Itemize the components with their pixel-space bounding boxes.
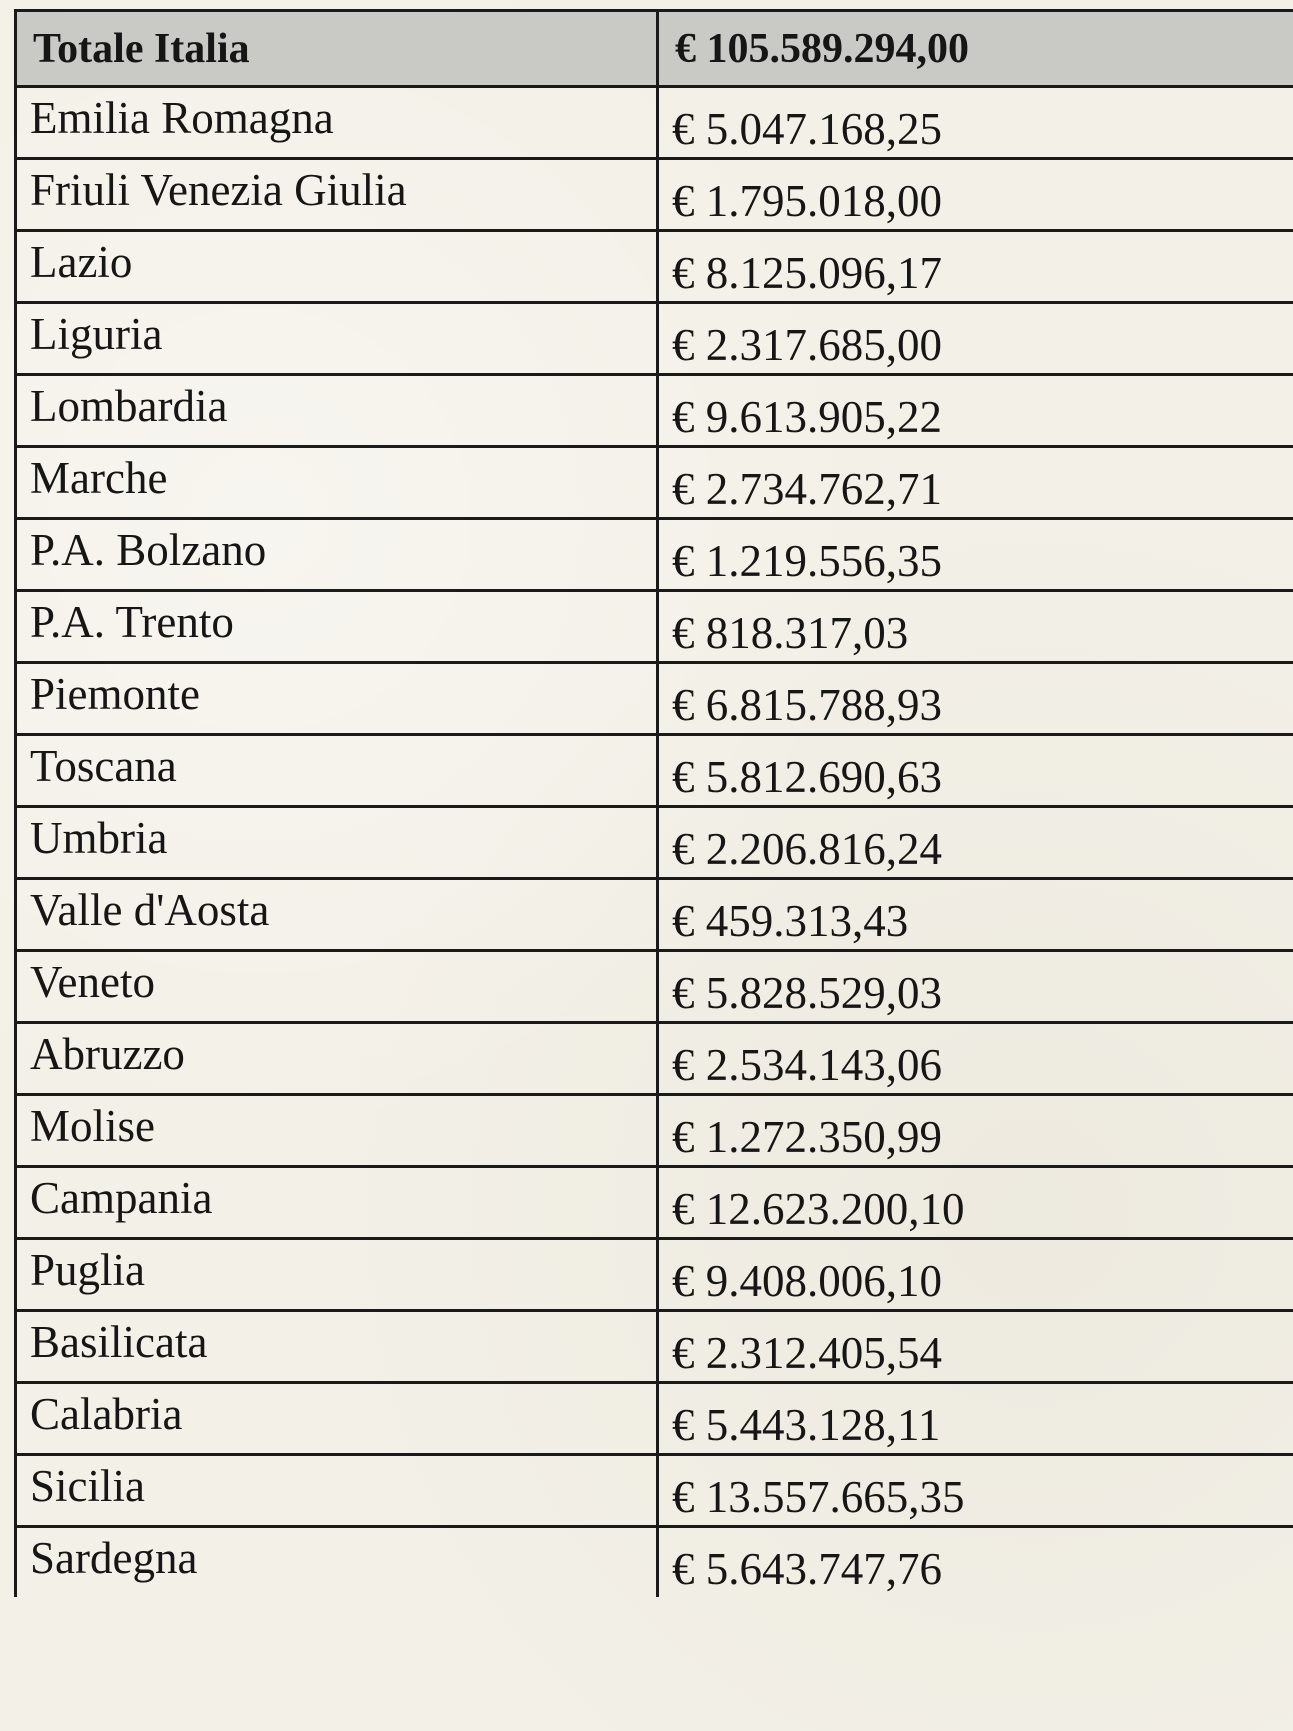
region-name: Liguria: [16, 303, 658, 375]
table-row: [16, 1527, 1293, 1597]
region-name: Molise: [16, 1095, 658, 1167]
table-row: [16, 1239, 1293, 1311]
table-row: [16, 1023, 1293, 1095]
region-amount: € 9.613.905,22: [658, 375, 1293, 447]
region-name: Basilicata: [16, 1311, 658, 1383]
table-row: [16, 231, 1293, 303]
region-amount: € 12.623.200,10: [658, 1167, 1293, 1239]
region-amount: € 2.312.405,54: [658, 1311, 1293, 1383]
region-amount: € 13.557.665,35: [658, 1455, 1293, 1527]
region-name: P.A. Trento: [16, 591, 658, 663]
region-amount: € 5.643.747,76: [658, 1527, 1293, 1597]
table-row: [16, 87, 1293, 159]
total-label: Totale Italia: [16, 11, 658, 87]
region-name: Marche: [16, 447, 658, 519]
region-name: Calabria: [16, 1383, 658, 1455]
region-amount: € 2.317.685,00: [658, 303, 1293, 375]
region-amount: € 5.443.128,11: [658, 1383, 1293, 1455]
region-name: Toscana: [16, 735, 658, 807]
region-name: Piemonte: [16, 663, 658, 735]
region-name: P.A. Bolzano: [16, 519, 658, 591]
region-name: Lombardia: [16, 375, 658, 447]
total-amount: € 105.589.294,00: [658, 11, 1293, 87]
table-row: [16, 663, 1293, 735]
table-row: [16, 807, 1293, 879]
region-amount: € 5.047.168,25: [658, 87, 1293, 159]
table-row: [16, 447, 1293, 519]
region-amount: € 818.317,03: [658, 591, 1293, 663]
region-name: Friuli Venezia Giulia: [16, 159, 658, 231]
region-name: Campania: [16, 1167, 658, 1239]
table-row: [16, 1095, 1293, 1167]
region-amount: € 5.828.529,03: [658, 951, 1293, 1023]
table-row: [16, 951, 1293, 1023]
region-amount: € 9.408.006,10: [658, 1239, 1293, 1311]
region-amount: € 1.795.018,00: [658, 159, 1293, 231]
table-row: [16, 879, 1293, 951]
table-row: [16, 1311, 1293, 1383]
region-name: Emilia Romagna: [16, 87, 658, 159]
region-name: Valle d'Aosta: [16, 879, 658, 951]
table-row: [16, 1455, 1293, 1527]
region-amount: € 459.313,43: [658, 879, 1293, 951]
region-amount: € 8.125.096,17: [658, 231, 1293, 303]
table-row: [16, 519, 1293, 591]
table-row: [16, 735, 1293, 807]
regional-allocation-table: [14, 9, 1293, 1597]
region-amount: € 2.734.762,71: [658, 447, 1293, 519]
region-name: Sardegna: [16, 1527, 658, 1597]
region-amount: € 6.815.788,93: [658, 663, 1293, 735]
region-name: Lazio: [16, 231, 658, 303]
table-row: [16, 1167, 1293, 1239]
region-name: Veneto: [16, 951, 658, 1023]
table-row: [16, 303, 1293, 375]
table-row: [16, 591, 1293, 663]
table-row: [16, 1383, 1293, 1455]
total-row: [16, 11, 1293, 87]
region-name: Abruzzo: [16, 1023, 658, 1095]
region-amount: € 2.534.143,06: [658, 1023, 1293, 1095]
region-amount: € 2.206.816,24: [658, 807, 1293, 879]
region-amount: € 5.812.690,63: [658, 735, 1293, 807]
region-amount: € 1.219.556,35: [658, 519, 1293, 591]
region-amount: € 1.272.350,99: [658, 1095, 1293, 1167]
table-row: [16, 159, 1293, 231]
region-name: Sicilia: [16, 1455, 658, 1527]
table-row: [16, 375, 1293, 447]
region-name: Puglia: [16, 1239, 658, 1311]
region-name: Umbria: [16, 807, 658, 879]
